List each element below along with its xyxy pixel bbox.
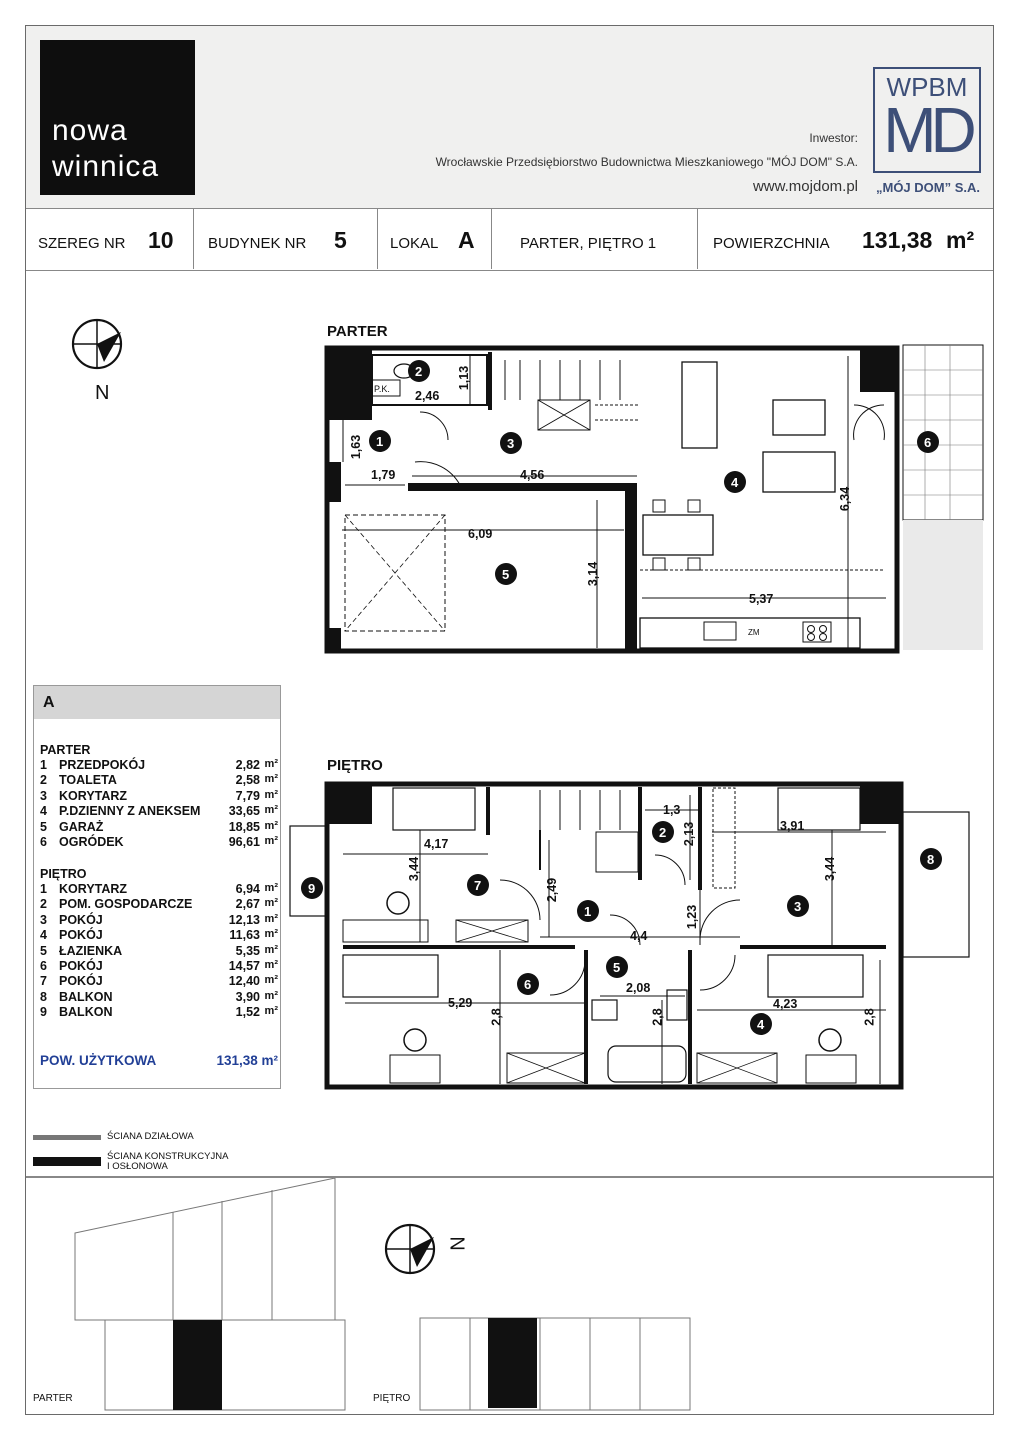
szereg-value: 10: [148, 227, 174, 253]
legend-row: [40, 882, 278, 897]
dim-f-2-08: 2,08: [626, 981, 651, 995]
legend-row: [40, 804, 278, 819]
legend-row-unit: m²: [264, 788, 278, 801]
legend-row-name: P.DZIENNY Z ANEKSEM: [59, 804, 201, 819]
legend-row-n: 6: [40, 959, 47, 973]
md-logo-top: WPBM: [886, 72, 968, 102]
md-logo-subtitle: „MÓJ DOM” S.A.: [875, 180, 980, 195]
dim-f-4-17: 4,17: [424, 837, 449, 851]
dim-f-3-44-right: 3,44: [823, 856, 838, 882]
area-label: POWIERZCHNIA: [713, 235, 830, 252]
legend-row-name: POKÓJ: [59, 974, 103, 989]
svg-text:2: 2: [415, 364, 423, 379]
compass-top: [73, 320, 121, 368]
legend-row-name: ŁAZIENKA: [59, 943, 123, 958]
compass-bottom: [386, 1225, 434, 1273]
area-legend: [33, 685, 281, 1089]
dim-f-3-44-left: 3,44: [407, 856, 422, 882]
dim-p-6-09: 6,09: [468, 527, 493, 541]
investor-label: Inwestor:: [809, 131, 858, 145]
legend-row-unit: m²: [264, 912, 278, 925]
legend-row-n: 2: [40, 897, 47, 912]
legend-row-n: 4: [40, 928, 47, 943]
svg-text:8: 8: [927, 852, 935, 867]
legend-row: [40, 928, 278, 943]
legend-row: [40, 974, 278, 989]
legend-row-area: 18,85: [228, 819, 260, 834]
site-plan-pietro: [420, 1318, 690, 1410]
dim-p-6-34: 6,34: [838, 486, 853, 512]
legend-row-n: 4: [40, 804, 47, 819]
dim-p-3-14: 3,14: [586, 561, 601, 587]
legend-row: [40, 944, 278, 959]
lokal-value: A: [458, 227, 475, 253]
legend-row: [40, 820, 278, 835]
legend-row-unit: m²: [264, 897, 278, 910]
logo-line-1: nowa: [52, 114, 128, 147]
legend-row-name: KORYTARZ: [59, 788, 128, 803]
md-logo-mark: MD: [883, 94, 971, 166]
zm-label: ZM: [748, 628, 760, 637]
area-value: 131,38: [862, 227, 933, 253]
dim-f-5-29: 5,29: [448, 996, 473, 1010]
legend-row-name: GARAŻ: [59, 819, 104, 834]
dim-p-1-13: 1,13: [457, 365, 472, 391]
legend-row-n: 5: [40, 819, 47, 834]
legend-row: [40, 758, 278, 773]
legend-row-n: 1: [40, 758, 47, 772]
investor-name: Wrocławskie Przedsiębiorstwo Budownictwa Mieszkaniowego "MÓJ DOM" S.A.: [435, 155, 858, 169]
legend-row-n: 8: [40, 989, 47, 1004]
dim-f-4-23: 4,23: [773, 997, 798, 1011]
legend-pietro-label: PIĘTRO: [40, 867, 87, 881]
dim-f-3-91: 3,91: [780, 819, 805, 833]
legend-row-name: POM. GOSPODARCZE: [59, 897, 193, 912]
north-label: N: [95, 382, 110, 404]
legend-row-name: OGRÓDEK: [59, 835, 124, 849]
dim-p-5-37: 5,37: [749, 592, 774, 606]
legend-row-area: 6,94: [235, 882, 260, 896]
svg-text:7: 7: [474, 878, 482, 893]
pietro-title: PIĘTRO: [327, 757, 383, 774]
legend-row-area: 5,35: [235, 943, 260, 958]
legend-header: [34, 686, 280, 719]
levels-label: PARTER, PIĘTRO 1: [520, 235, 657, 252]
total-area-value: 131,38 m²: [216, 1053, 278, 1068]
dim-f-2-8-c: 2,8: [862, 1008, 877, 1026]
mini-pietro-label: PIĘTRO: [373, 1393, 411, 1404]
structural-wall-label-2: I OSŁONOWA: [107, 1161, 168, 1172]
dim-f-2-8-a: 2,8: [489, 1008, 504, 1026]
legend-row-unit: m²: [264, 804, 278, 817]
legend-row: [40, 913, 278, 928]
structural-wall-swatch: [33, 1157, 101, 1166]
lokal-label: LOKAL: [390, 235, 439, 252]
dim-p-1-79: 1,79: [371, 468, 396, 482]
legend-row-name: TOALETA: [59, 773, 117, 788]
legend-row-area: 2,67: [235, 897, 260, 912]
budynek-value: 5: [334, 227, 347, 253]
legend-row: [40, 789, 278, 804]
legend-row-area: 14,57: [228, 959, 260, 973]
legend-row-name: POKÓJ: [59, 959, 103, 973]
site-plan-parter: [75, 1178, 345, 1410]
dim-p-1-63: 1,63: [349, 434, 364, 460]
structural-wall-label-1: ŚCIANA KONSTRUKCYJNA: [107, 1151, 229, 1162]
legend-row: [40, 959, 278, 974]
svg-text:6: 6: [924, 435, 932, 450]
mini-parter-label: PARTER: [33, 1393, 73, 1404]
total-area-label: POW. UŻYTKOWA: [40, 1053, 157, 1068]
dim-p-2-46: 2,46: [415, 389, 440, 403]
legend-row-n: 3: [40, 788, 47, 803]
legend-row-unit: m²: [264, 1005, 278, 1018]
legend-row-unit: m²: [264, 758, 278, 770]
total-area: [40, 1053, 278, 1068]
legend-row-area: 3,90: [235, 989, 260, 1004]
legend-row-name: KORYTARZ: [59, 882, 128, 896]
dim-f-2-13: 2,13: [682, 821, 697, 847]
szereg-label: SZEREG NR: [38, 235, 126, 252]
svg-text:3: 3: [794, 899, 802, 914]
legend-row-n: 1: [40, 882, 47, 896]
legend-row-area: 96,61: [228, 835, 260, 849]
legend-row: [40, 773, 278, 788]
pk-label: P.K.: [374, 384, 390, 394]
legend-row: [40, 1005, 278, 1020]
legend-parter-label: PARTER: [40, 743, 91, 757]
legend-row-name: POKÓJ: [59, 928, 103, 943]
legend-row: [40, 835, 278, 850]
parter-room-markers: [369, 360, 939, 585]
legend-row-area: 12,40: [228, 974, 260, 989]
legend-row-area: 2,82: [235, 758, 260, 772]
legend-row-n: 9: [40, 1005, 47, 1020]
legend-row-name: BALKON: [59, 1005, 113, 1020]
legend-row-name: BALKON: [59, 989, 113, 1004]
legend-row-unit: m²: [264, 928, 278, 941]
legend-header-text: A: [43, 694, 55, 711]
north-label-bottom: N: [447, 1236, 470, 1251]
svg-text:9: 9: [308, 881, 316, 896]
area-unit: m²: [946, 227, 975, 253]
svg-text:5: 5: [502, 567, 510, 582]
partition-wall-label: ŚCIANA DZIAŁOWA: [107, 1131, 194, 1142]
svg-text:4: 4: [731, 475, 739, 490]
legend-row-unit: m²: [264, 943, 278, 956]
dim-f-1-23: 1,23: [685, 904, 700, 930]
dim-f-2-8-b: 2,8: [650, 1008, 665, 1026]
legend-row-unit: m²: [264, 882, 278, 894]
legend-row-unit: m²: [264, 773, 278, 786]
legend-row-n: 2: [40, 773, 47, 788]
parter-title: PARTER: [327, 323, 388, 340]
legend-row-n: 6: [40, 835, 47, 849]
legend-row-area: 1,52: [235, 1005, 260, 1020]
legend-row-n: 3: [40, 912, 47, 927]
legend-row-unit: m²: [264, 959, 278, 971]
legend-row-name: PRZEDPOKÓJ: [59, 758, 146, 772]
legend-row-unit: m²: [264, 974, 278, 987]
legend-row-area: 11,63: [229, 928, 260, 943]
investor-website[interactable]: www.mojdom.pl: [752, 178, 858, 195]
legend-row-unit: m²: [264, 989, 278, 1002]
legend-row-name: POKÓJ: [59, 912, 103, 927]
svg-text:3: 3: [507, 436, 515, 451]
svg-text:4: 4: [757, 1017, 765, 1032]
section-divider: [26, 1176, 993, 1178]
svg-text:5: 5: [613, 960, 621, 975]
legend-row-unit: m²: [264, 835, 278, 847]
legend-row-area: 2,58: [235, 773, 260, 788]
dim-p-4-56: 4,56: [520, 468, 545, 482]
svg-text:1: 1: [376, 434, 384, 449]
dim-f-1-3: 1,3: [663, 803, 681, 817]
svg-text:6: 6: [524, 977, 532, 992]
svg-text:1: 1: [584, 904, 592, 919]
legend-row-area: 33,65: [228, 804, 260, 819]
legend-row-area: 12,13: [228, 912, 260, 927]
partition-wall-swatch: [33, 1135, 101, 1140]
legend-row-unit: m²: [264, 819, 278, 832]
logo-line-2: winnica: [52, 150, 160, 183]
dim-f-2-49: 2,49: [545, 877, 560, 903]
legend-row: [40, 990, 278, 1005]
legend-row-n: 5: [40, 943, 47, 958]
budynek-label: BUDYNEK NR: [208, 235, 307, 252]
legend-row-area: 7,79: [235, 788, 260, 803]
legend-row: [40, 897, 278, 912]
legend-row-n: 7: [40, 974, 47, 989]
dim-f-4-4: 4,4: [630, 929, 648, 943]
svg-text:2: 2: [659, 825, 667, 840]
